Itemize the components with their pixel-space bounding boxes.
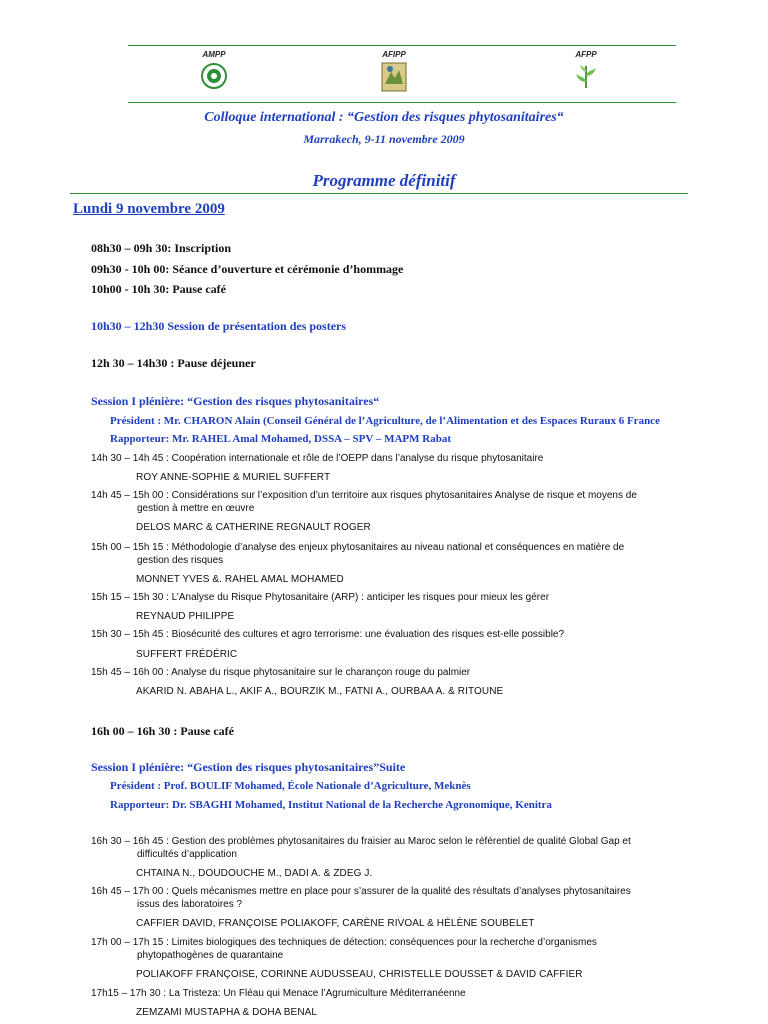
- talk-authors: ROY ANNE-SOPHIE & MURIEL SUFFERT: [136, 472, 331, 483]
- day-heading: Lundi 9 novembre 2009: [73, 201, 225, 217]
- schedule-posters: 10h30 – 12h30 Session de présentation des posters: [91, 319, 347, 333]
- schedule-coffee-morning: 10h00 - 10h 30: Pause café: [91, 282, 226, 296]
- logo-ampp: [174, 50, 254, 95]
- talk-title: 14h 45 – 15h 00 : Considérations sur l’exposition d’un territoire aux risques phytosanitaires Analyse de risque et moyens de: [91, 490, 637, 501]
- talk-authors: POLIAKOFF FRANÇOISE, CORINNE AUDUSSEAU, CHRISTELLE DOUSSET & DAVID CAFFIER: [136, 969, 583, 980]
- talk-title: 17h15 – 17h 30 : La Tristeza: Un Fléau qui Menace l’Agrumiculture Méditerranéenne: [91, 988, 466, 999]
- talk-title: 14h 30 – 14h 45 : Coopération internationale et rôle de l’OEPP dans l’analyse du risque phytosanitaire: [91, 453, 544, 464]
- talk-authors: SUFFERT FRÉDÉRIC: [136, 649, 238, 660]
- talk-authors: CHTAINA N., DOUDOUCHE M., DADI A. & ZDEG J.: [136, 868, 373, 879]
- talk-title-continued: issus des laboratoires ?: [137, 899, 243, 910]
- talk-title-continued: gestion des risques: [137, 555, 224, 566]
- talk-title: 15h 15 – 15h 30 : L’Analyse du Risque Phytosanitaire (ARP) : anticiper les risques pour mieux les gérer: [91, 592, 550, 603]
- session1-president: Président : Mr. CHARON Alain (Conseil Général de l’Agriculture, de l’Alimentation et des Espaces Ruraux 6 France: [110, 415, 660, 427]
- logo-afipp-label: AFIPP: [382, 50, 406, 59]
- program-title: Programme définitif: [312, 171, 456, 190]
- talk-title: 16h 30 – 16h 45 : Gestion des problèmes phytosanitaires du fraisier au Maroc selon le référentiel de qualité Global Gap et: [91, 836, 631, 847]
- session1-title: Session I plénière: “Gestion des risques phytosanitaires“: [91, 394, 380, 408]
- talk-title: 15h 30 – 15h 45 : Biosécurité des cultures et agro terrorisme: une évaluation des risques est-elle possible?: [91, 629, 565, 640]
- talk-title: 15h 00 – 15h 15 : Méthodologie d’analyse des enjeux phytosanitaires au niveau national et conséquences en matière de: [91, 542, 625, 553]
- top-rule: [128, 45, 676, 46]
- session2-title: Session I plénière: “Gestion des risques phytosanitaires”Suite: [91, 760, 406, 774]
- talk-title: 16h 45 – 17h 00 : Quels mécanismes mettre en place pour s’assurer de la qualité des résultats d’analyses phytosanitaires: [91, 886, 631, 897]
- afpp-logo-icon: [572, 62, 600, 90]
- schedule-coffee-afternoon: 16h 00 – 16h 30 : Pause café: [91, 724, 234, 738]
- session1-rapporteur: Rapporteur: Mr. RAHEL Amal Mohamed, DSSA – SPV – MAPM Rabat: [110, 433, 452, 445]
- colloque-place-date: Marrakech, 9-11 novembre 2009: [303, 132, 465, 146]
- talk-authors: DELOS MARC & CATHERINE REGNAULT ROGER: [136, 522, 371, 533]
- logo-ampp-label: AMPP: [202, 50, 226, 59]
- afipp-logo-icon: [381, 62, 407, 92]
- talk-title: 17h 00 – 17h 15 : Limites biologiques des techniques de détection: conséquences pour la recherche d’organismes: [91, 937, 597, 948]
- schedule-opening: 09h30 - 10h 00: Séance d’ouverture et cérémonie d’hommage: [91, 262, 404, 276]
- ampp-logo-icon: [200, 62, 228, 90]
- talk-title-continued: phytopathogènes de quarantaine: [137, 950, 284, 961]
- header-rule: [128, 102, 676, 103]
- session2-rapporteur: Rapporteur: Dr. SBAGHI Mohamed, Institut National de la Recherche Agronomique, Kenitra: [110, 799, 552, 811]
- colloque-title: Colloque international : “Gestion des risques phytosanitaires“: [204, 110, 564, 125]
- talk-authors: ZEMZAMI MUSTAPHA & DOHA BENAL: [136, 1007, 318, 1018]
- logo-afipp: [354, 50, 434, 97]
- talk-title-continued: difficultés d’application: [137, 849, 237, 860]
- program-rule: [70, 193, 688, 194]
- logo-afpp-label: AFPP: [575, 50, 597, 59]
- schedule-registration: 08h30 – 09h 30: Inscription: [91, 241, 232, 255]
- schedule-lunch: 12h 30 – 14h30 : Pause déjeuner: [91, 356, 256, 370]
- talk-title: 15h 45 – 16h 00 : Analyse du risque phytosanitaire sur le charançon rouge du palmier: [91, 667, 471, 678]
- talk-authors: CAFFIER DAVID, FRANÇOISE POLIAKOFF, CARÈNE RIVOAL & HÉLÈNE SOUBELET: [136, 918, 535, 929]
- session2-president: Président : Prof. BOULIF Mohamed, École Nationale d’Agriculture, Meknès: [110, 780, 471, 792]
- logo-row: [128, 50, 676, 100]
- talk-title-continued: gestion à mettre en œuvre: [137, 503, 255, 514]
- logo-afpp: [546, 50, 626, 95]
- talk-authors: REYNAUD PHILIPPE: [136, 611, 235, 622]
- talk-authors: AKARID N. ABAHA L., AKIF A., BOURZIK M., FATNI A., OURBAA A. & RITOUNE: [136, 686, 504, 697]
- talk-authors: MONNET YVES &. RAHEL AMAL MOHAMED: [136, 574, 344, 585]
